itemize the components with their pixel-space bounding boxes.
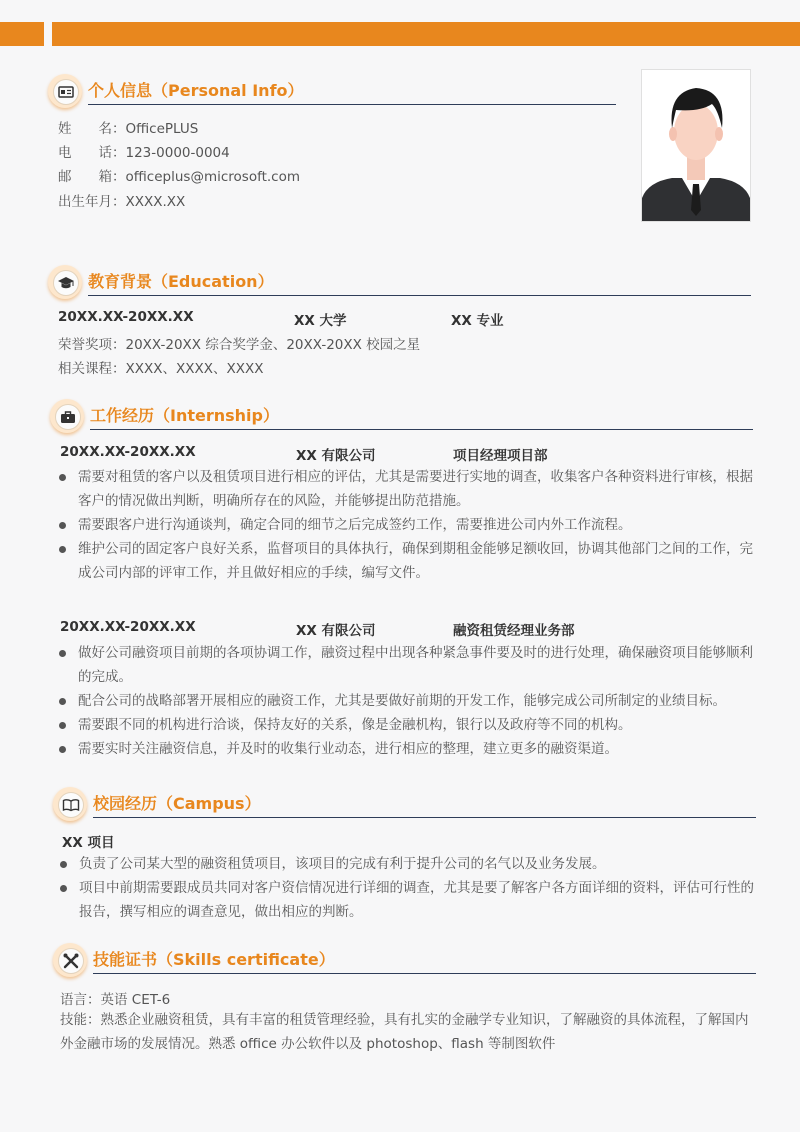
list-item: 项目中前期需要跟成员共同对客户资信情况进行详细的调查，尤其是要了解客户各方面详细的资料，评估可行性的报告，撰写相应的调查意见，做出相应的判断。: [79, 876, 759, 924]
phone-row: 电 话：123-0000-0004: [58, 145, 230, 161]
section-divider: [90, 429, 753, 430]
section-divider: [93, 973, 756, 974]
email-row: 邮 箱：officeplus@microsoft.com: [58, 169, 301, 185]
section-divider: [88, 104, 616, 105]
skills-language: 语言：英语 CET-6: [60, 992, 171, 1008]
header-bar-left: [0, 22, 44, 46]
list-item: 需要跟不同的机构进行洽谈，保持友好的关系，像是金融机构，银行以及政府等不同的机构。: [78, 713, 758, 737]
section-skills-header: [53, 943, 757, 983]
job-position: 项目经理项目部: [453, 448, 548, 464]
graduation-cap-icon: [48, 265, 82, 299]
section-personal-title: 个人信息（Personal Info）: [88, 81, 304, 100]
job-date: 20XX.XX-20XX.XX: [60, 444, 196, 460]
campus-project: XX 项目: [62, 835, 115, 851]
education-courses: 相关课程：XXXX、XXXX、XXXX: [58, 361, 264, 377]
book-icon: [53, 787, 87, 821]
list-item: 需要实时关注融资信息，并及时的收集行业动态，进行相应的整理，建立更多的融资渠道。: [78, 737, 758, 761]
section-campus-title: 校园经历（Campus）: [93, 794, 261, 813]
header-bar-right: [52, 22, 800, 46]
briefcase-icon: [50, 399, 84, 433]
birth-row: 出生年月：XXXX.XX: [58, 194, 186, 210]
education-school: XX 大学: [294, 313, 347, 329]
list-item: 做好公司融资项目前期的各项协调工作，融资过程中出现各种紧急事件要及时的进行处理，确保融资项目能够顺利的完成。: [78, 641, 758, 689]
phone-value: 123-0000-0004: [125, 145, 230, 161]
section-campus-header: [53, 787, 757, 827]
section-education-header: [48, 265, 752, 305]
list-item: 需要跟客户进行沟通谈判，确定合同的细节之后完成签约工作，需要推进公司内外工作流程。: [78, 513, 758, 537]
list-item: 配合公司的战略部署开展相应的融资工作，尤其是要做好前期的开发工作，能够完成公司所制定的业绩目标。: [78, 689, 758, 713]
name-value: OfficePLUS: [125, 121, 199, 137]
name-row: 姓 名：OfficePLUS: [58, 121, 199, 137]
job-company: XX 有限公司: [296, 623, 376, 639]
list-item: 维护公司的固定客户良好关系，监督项目的具体执行，确保到期租金能够足额收回，协调其他部门之间的工作，完成公司内部的评审工作，并且做好相应的手续，编写文件。: [78, 537, 758, 585]
skills-description: 技能：熟悉企业融资租赁，具有丰富的租赁管理经验，具有扎实的金融学专业知识，了解融资的具体流程，了解国内外金融市场的发展情况。熟悉 office 办公软件以及 photoshop、flash 等制图软件: [60, 1012, 749, 1052]
tools-icon: [53, 943, 87, 977]
section-work-title: 工作经历（Internship）: [90, 406, 279, 425]
job-position: 融资租赁经理业务部: [453, 623, 575, 639]
list-item: 负责了公司某大型的融资租赁项目，该项目的完成有利于提升公司的名气以及业务发展。: [79, 852, 759, 876]
avatar: [641, 69, 751, 222]
section-education-title: 教育背景（Education）: [88, 272, 274, 291]
education-awards: 荣誉奖项：20XX-20XX 综合奖学金、20XX-20XX 校园之星: [58, 337, 421, 353]
job-company: XX 有限公司: [296, 448, 376, 464]
section-divider: [88, 295, 751, 296]
section-divider: [93, 817, 756, 818]
section-personal-header: [48, 74, 618, 114]
list-item: 需要对租赁的客户以及租赁项目进行相应的评估，尤其是需要进行实地的调查，收集客户各种资料进行审核，根据客户的情况做出判断，明确所存在的风险，并能够提出防范措施。: [78, 465, 758, 513]
birth-value: XXXX.XX: [125, 194, 186, 210]
id-card-icon: [48, 74, 82, 108]
job-date: 20XX.XX-20XX.XX: [60, 619, 196, 635]
section-skills-title: 技能证书（Skills certificate）: [93, 950, 335, 969]
email-value: officeplus@microsoft.com: [125, 169, 301, 185]
section-work-header: [50, 399, 754, 439]
education-date: 20XX.XX-20XX.XX: [58, 309, 194, 325]
education-major: XX 专业: [451, 313, 504, 329]
